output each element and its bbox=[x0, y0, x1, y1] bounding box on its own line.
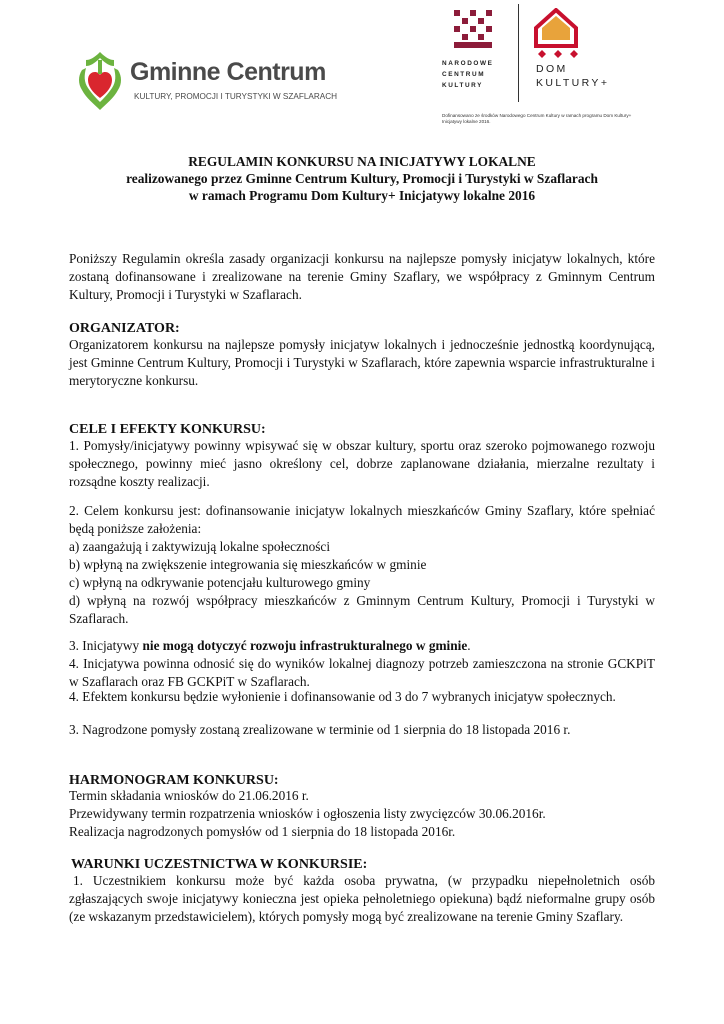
goals-p3-bold: nie mogą dotyczyć rozwoju infrastrukturalnego w gminie bbox=[142, 638, 468, 653]
list-item: b) wpłyną na zwiększenie integrowania się mieszkańców w gminie bbox=[69, 557, 427, 572]
schedule-list bbox=[69, 787, 655, 841]
conditions-paragraph-1: 1. Uczestnikiem konkursu może być każda osoba prywatna, (w przypadku niepełnoletnich osób zgłaszających swoje inicjatywy konieczna jest opieka pełnoletniego opiekuna) bądź nieformalne grupy osób (ze wskazanym przedstawicielem), których pomysły mogą być zrealizowane na terenie Gminy Szaflary. bbox=[69, 873, 655, 924]
nck-crown-mark-icon bbox=[454, 10, 492, 48]
title-line-3: w ramach Programu Dom Kultury+ Inicjatywy lokalne 2016 bbox=[188, 188, 536, 203]
nck-line: KULTURY bbox=[442, 82, 484, 89]
dk-line: KULTURY+ bbox=[536, 77, 610, 89]
dom-kultury-wordmark bbox=[536, 62, 646, 90]
goals-paragraph-3 bbox=[69, 637, 655, 655]
gck-logo-subtitle: KULTURY, PROMOCJI I TURYSTYKI W SZAFLARACH bbox=[134, 92, 338, 101]
title-line-2: realizowanego przez Gminne Centrum Kultury, Promocji i Turystyki w Szaflarach bbox=[126, 171, 598, 186]
funding-note: Dofinansowano ze środków Narodowego Centrum Kultury w ramach programu Dom Kultury+ Inicjatywy lokalne 2016. bbox=[442, 113, 632, 125]
dk-line: DOM bbox=[536, 63, 568, 75]
nck-line: CENTRUM bbox=[442, 71, 486, 78]
intro-paragraph: Poniższy Regulamin określa zasady organizacji konkursu na najlepsze pomysły inicjatyw lokalnych, które zostaną dofinansowane i zrealizowane na terenie Gminy Szaflary, we współpracy z Gminnym Centrum Kultury, Promocji i Turystyki w Szaflarach. bbox=[69, 251, 655, 302]
section-heading: WARUNKI UCZESTNICTWA W KONKURSIE: bbox=[71, 857, 368, 872]
heart-emblem-icon bbox=[76, 52, 124, 110]
nck-line: NARODOWE bbox=[442, 60, 494, 67]
section-heading: ORGANIZATOR: bbox=[69, 321, 180, 336]
goals-paragraph-1: 1. Pomysły/inicjatywy powinny wpisywać się w obszar kultury, sportu oraz szeroko pojmowanego rozwoju społecznego, powinny mieć jasno określony cel, dobrze zaplanowane działania, mierzalne rezultaty i rozsądne koszty realizacji. bbox=[69, 438, 655, 489]
logo-divider bbox=[518, 4, 519, 102]
section-heading: HARMONOGRAM KONKURSU: bbox=[69, 773, 279, 788]
goals-paragraph-5: 4. Efektem konkursu będzie wyłonienie i dofinansowanie od 3 do 7 wybranych inicjatyw społecznych. bbox=[69, 689, 616, 704]
goals-list bbox=[69, 538, 655, 628]
house-icon bbox=[534, 8, 578, 48]
gck-logo-name: Gminne Centrum bbox=[130, 58, 326, 86]
document-title bbox=[60, 153, 664, 204]
section-heading: CELE I EFEKTY KONKURSU: bbox=[69, 422, 266, 437]
schedule-item: Termin składania wniosków do 21.06.2016 r. bbox=[69, 788, 309, 803]
goals-p3-prefix: 3. Inicjatywy bbox=[69, 638, 143, 653]
goals-p3-suffix: . bbox=[467, 638, 471, 653]
title-line-1: REGULAMIN KONKURSU NA INICJATYWY LOKALNE bbox=[188, 154, 536, 169]
nck-dom-kultury-logos bbox=[438, 4, 648, 134]
goals-paragraph-4: 4. Inicjatywa powinna odnosić się do wyników lokalnej diagnozy potrzeb zamieszczona na stronie GCKPiT w Szaflarach oraz FB GCKPiT w Szaflarach. bbox=[69, 656, 655, 689]
list-item: c) wpłyną na odkrywanie potencjału kulturowego gminy bbox=[69, 575, 371, 590]
goals-paragraph-6: 3. Nagrodzone pomysły zostaną zrealizowane w terminie od 1 sierpnia do 18 listopada 2016 r. bbox=[69, 722, 571, 737]
nck-wordmark bbox=[442, 58, 510, 91]
schedule-item: Realizacja nagrodzonych pomysłów od 1 sierpnia do 18 listopada 2016r. bbox=[69, 824, 456, 839]
schedule-item: Przewidywany termin rozpatrzenia wniosków i ogłoszenia listy zwycięzców 30.06.2016r. bbox=[69, 806, 546, 821]
list-item: a) zaangażują i zaktywizują lokalne społeczności bbox=[69, 539, 331, 554]
diamonds-icon bbox=[538, 50, 578, 58]
list-item: d) wpłyną na rozwój współpracy mieszkańców z Gminnym Centrum Kultury, Promocji i Turystyki w Szaflarach. bbox=[69, 593, 655, 626]
goals-paragraph-2: 2. Celem konkursu jest: dofinansowanie inicjatyw lokalnych mieszkańców Gminy Szaflary, które spełniać będą poniższe założenia: bbox=[69, 503, 655, 536]
gck-logo bbox=[76, 52, 366, 112]
organizer-paragraph: Organizatorem konkursu na najlepsze pomysły inicjatyw lokalnych i jednocześnie jednostką koordynującą, jest Gminne Centrum Kultury, Promocji i Turystyki w Szaflarach, które zapewnia wsparcie infrastrukturalne i merytoryczne konkursu. bbox=[69, 337, 655, 388]
